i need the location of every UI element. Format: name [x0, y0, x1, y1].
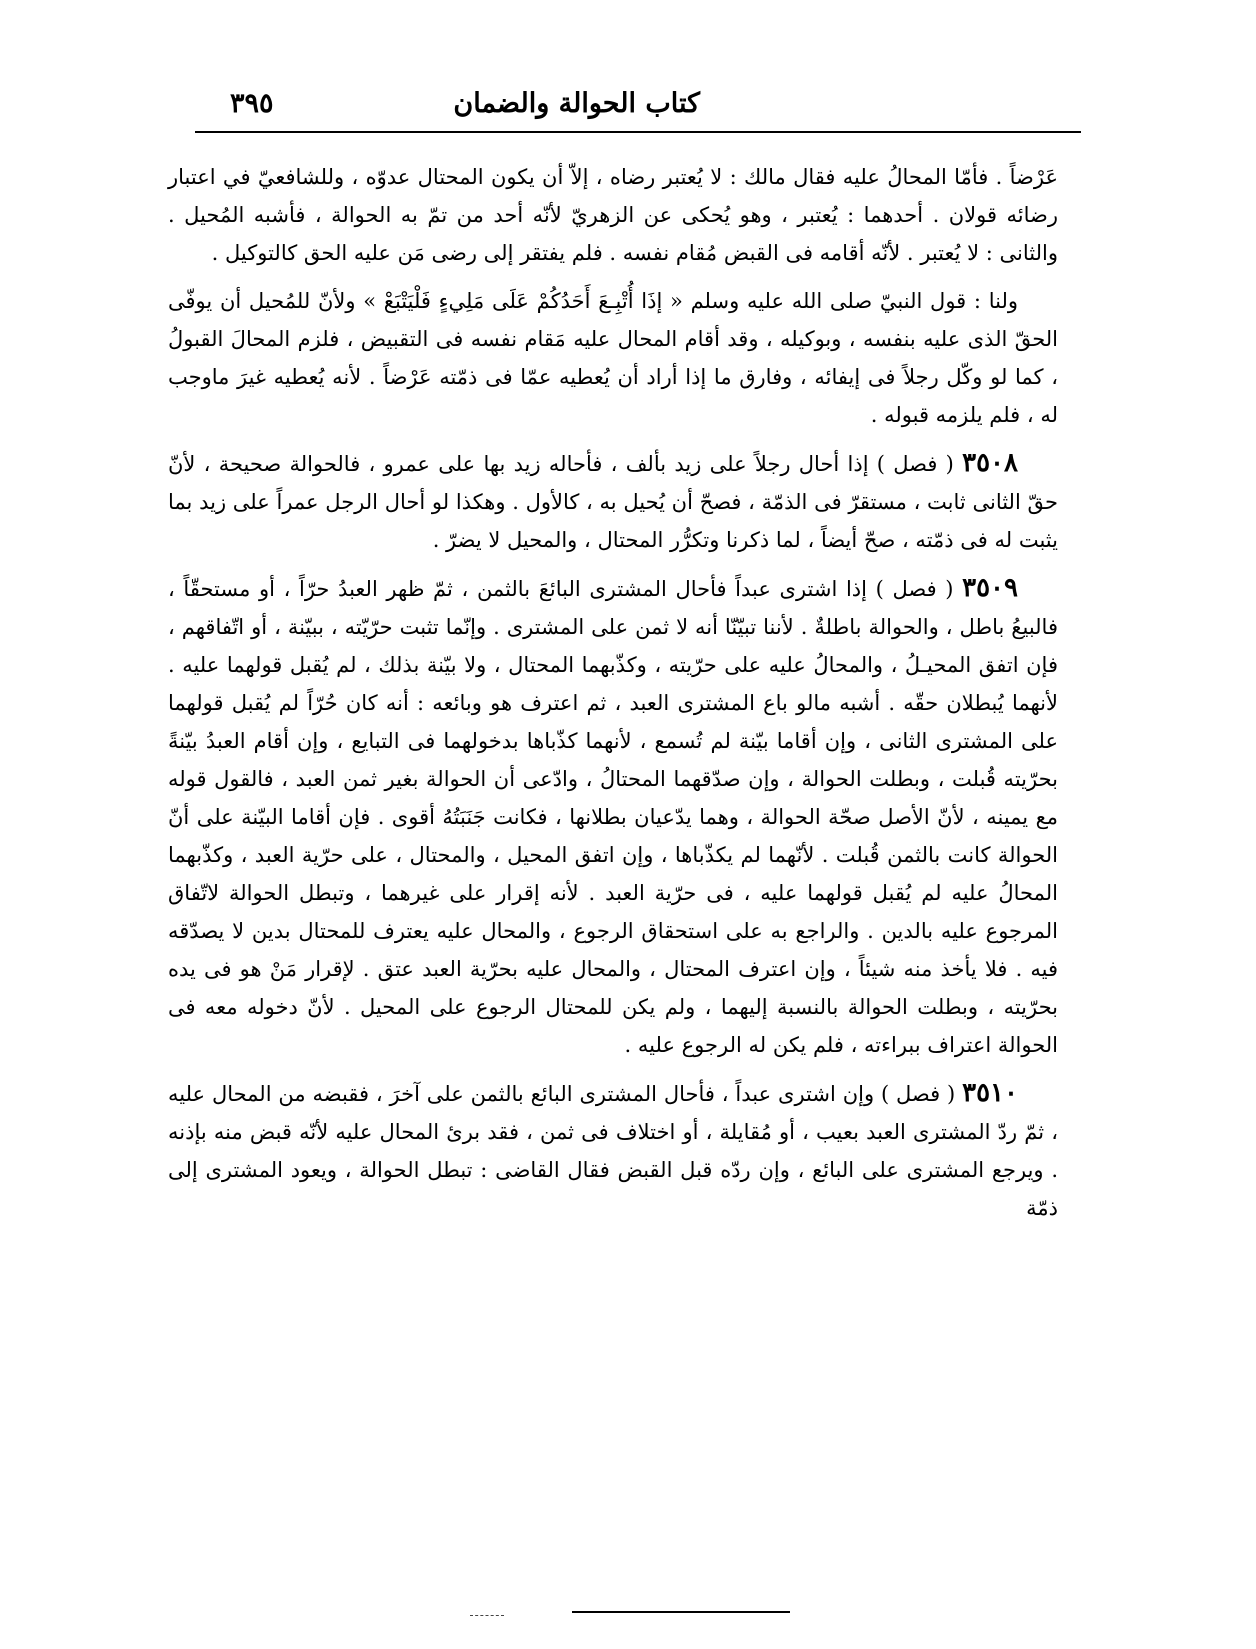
paragraph-text: ولنا : قول النبيّ صلى الله عليه وسلم « إذَا أُتْبِـعَ أَحَدُكُمْ عَلَى مَلِيءٍ فَلْيَتْبَعْ » ولأنّ للمُحيل أن يوفّى الحقّ الذى عليه بنفسه ، وبوكيله ، وقد أقام المحال عليه مَقام نفسه فى التقبيض ، فلزم المحالَ القبولُ ، كما لو وكّل رجلاً فى إيفائه ، وفارق ما إذا أراد أن يُعطيه عمّا فى ذمّته عَرْضاً . لأنه يُعطيه غيرَ ماوجب له ، فلم يلزمه قبوله .	[168, 289, 1058, 427]
section-paragraph	[168, 444, 1058, 559]
page-header	[200, 88, 1080, 128]
body-text	[168, 158, 1058, 1237]
header-divider	[195, 131, 1081, 133]
paragraph-text: ( فصل ) إذا أحال رجلاً على زيد بألف ، فأحاله زيد بها على عمرو ، فالحوالة صحيحة ، لأنّ حقّ الثانى ثابت ، مستقرّ فى الذمّة ، فصحّ أن يُحيل به ، كالأول . وهكذا لو أحال الرجل عمراً على زيد بما يثبت له فى ذمّته ، صحّ أيضاً ، لما ذكرنا وتكرُّر المحتال ، والمحيل لا يضرّ .	[168, 452, 1058, 552]
running-title: كتاب الحوالة والضمان	[453, 88, 700, 119]
paragraph-text: ( فصل ) إذا اشترى عبداً فأحال المشترى البائعَ بالثمن ، ثمّ ظهر العبدُ حرّاً ، أو مستحقّاً ، فالبيعُ باطل ، والحوالة باطلةٌ . لأننا تبيّنّا أنه لا ثمن على المشترى . وإنّما تثبت حرّيّته ، ببيّنة ، أو اتّفاقهم ، فإن اتفق المحيـلُ ، والمحالُ عليه على حرّيته ، وكذّبهما المحتال ، ولا بيّنة بذلك ، لم يُقبل قولهما عليه . لأنهما يُبطلان حقّه . أشبه مالو باع المشترى العبد ، ثم اعترف هو وبائعه : أنه كان حُرّاً لم يُقبل قولهما على المشترى الثانى ، وإن أقاما بيّنة لم تُسمع ، لأنهما كذّباها بدخولهما فى التبايع ، وإن أقام العبدُ بيّنةً بحرّيته قُبلت ، وبطلت الحوالة ، وإن صدّقهما المحتالُ ، وادّعى أن الحوالة بغير ثمن العبد ، فالقول قوله مع يمينه ، لأنّ الأصل صحّة الحوالة ، وهما يدّعيان بطلانها ، فكانت جَنَبَتُهُ أقوى . فإن أقاما البيّنة على أنّ الحوالة كانت بالثمن قُبلت . لأنّهما لم يكذّباها ، وإن اتفق المحيل ، والمحتال ، على حرّية العبد ، وكذّبهما المحالُ عليه لم يُقبل قولهما عليه ، فى حرّية العبد . لأنه إقرار على غيرهما ، وتبطل الحوالة لاتّفاق المرجوع عليه بالدين . والراجع به على استحقاق الرجوع ، والمحال عليه يعترف للمحتال بدين لا يصدّقه فيه . فلا يأخذ منه شيئاً ، وإن اعترف المحتال ، والمحال عليه بحرّية العبد عتق . لإقرار مَنْ هو فى يده بحرّيته ، وبطلت الحوالة بالنسبة إليهما ، ولم يكن للمحتال الرجوع على المحيل . لأنّ دخوله معه فى الحوالة اعتراف ببراءته ، فلم يكن له الرجوع عليه .	[168, 577, 1058, 1057]
section-paragraph	[168, 1074, 1058, 1227]
section-paragraph	[168, 569, 1058, 1064]
paragraph	[168, 282, 1058, 434]
section-number: ٣٥٠٨	[962, 448, 1018, 478]
section-number: ٣٥١٠	[962, 1078, 1018, 1108]
page-number: ٣٩٥	[230, 88, 274, 119]
footnote-separator	[572, 1611, 790, 1613]
paragraph-text: عَرْضاً . فأمّا المحالُ عليه فقال مالك : لا يُعتبر رضاه ، إلاّ أن يكون المحتال عدوّه ، وللشافعيّ في اعتبار رضائه قولان . أحدهما : يُعتبر ، وهو يُحكى عن الزهريّ لأنّه أحد من تمّ به الحوالة ، فأشبه المُحيل . والثانى : لا يُعتبر . لأنّه أقامه فى القبض مُقام نفسه . فلم يفتقر إلى رضى مَن عليه الحق كالتوكيل .	[168, 165, 1058, 265]
section-number: ٣٥٠٩	[962, 573, 1018, 603]
paragraph-text: ( فصل ) وإن اشترى عبداً ، فأحال المشترى البائع بالثمن على آخرَ ، فقبضه من المحال عليه ، ثمّ ردّ المشترى العبد بعيب ، أو مُقايلة ، أو اختلاف فى ثمن ، فقد برئ المحال عليه لأنّه قبض منه بإذنه . ويرجع المشترى على البائع ، وإن ردّه قبل القبض فقال القاضى : تبطل الحوالة ، ويعود المشترى إلى ذمّة	[168, 1082, 1058, 1220]
paragraph	[168, 158, 1058, 272]
footnote-separator-short	[470, 1615, 504, 1616]
